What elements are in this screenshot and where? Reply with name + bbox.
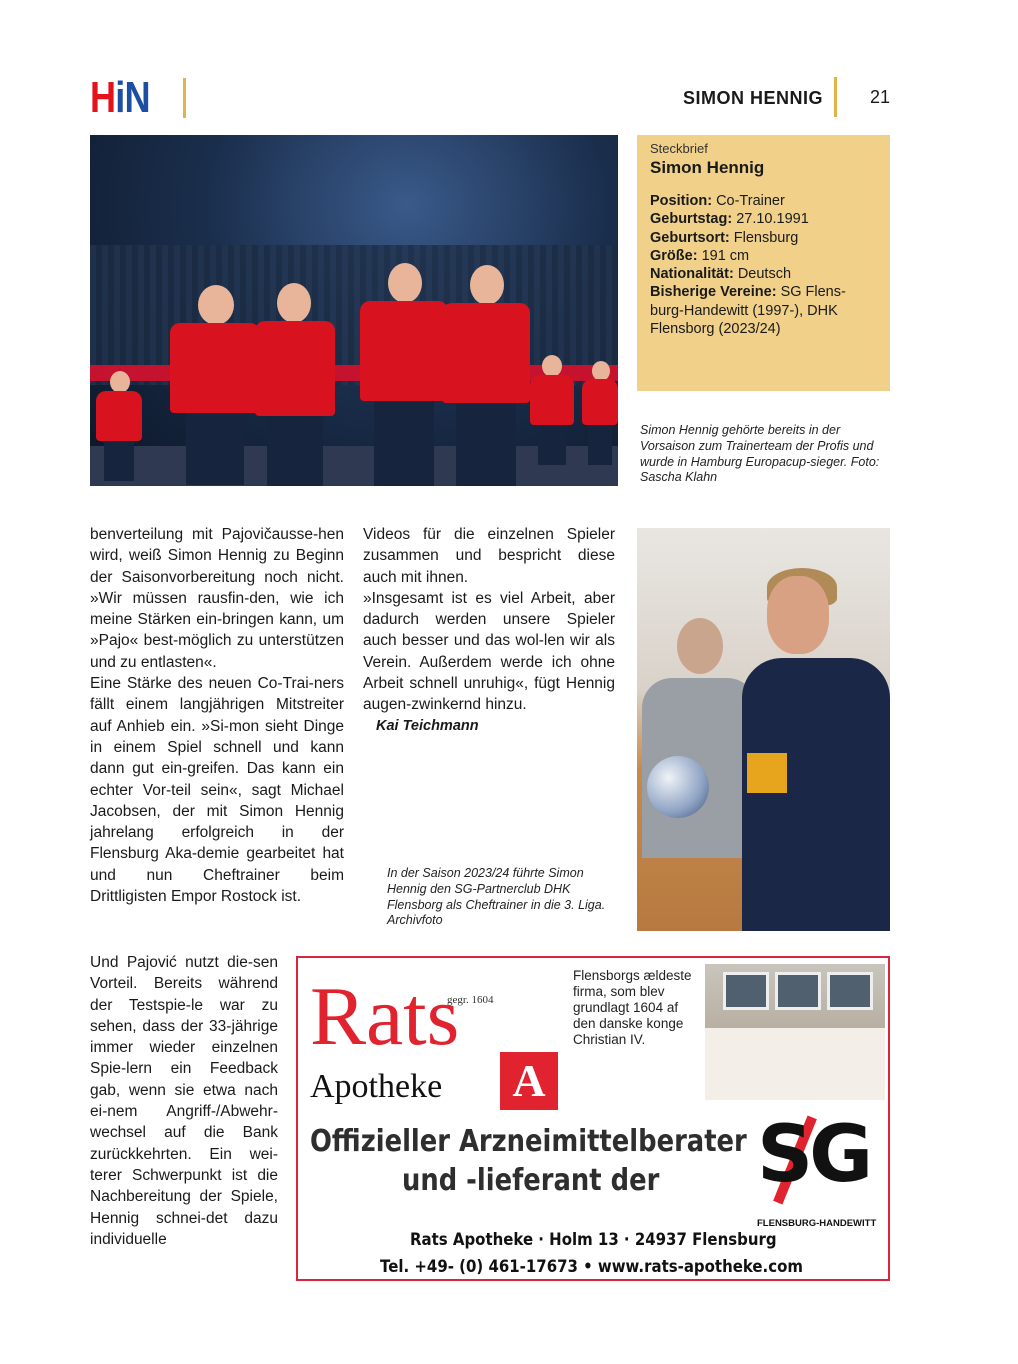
fact-row-nationality: Nationalität: Deutsch bbox=[650, 266, 792, 283]
fact-row-birthday: Geburtstag: 27.10.1991 bbox=[650, 211, 809, 228]
logo-letters-in: iN bbox=[115, 73, 150, 122]
ad-headline-line1: Offizieller Arzneimittelberater bbox=[310, 1124, 747, 1159]
ad-address: Rats Apotheke · Holm 13 · 24937 Flensburg bbox=[410, 1230, 777, 1250]
ad-brand-apotheke: Apotheke bbox=[310, 1068, 443, 1105]
page-number: 21 bbox=[870, 87, 891, 107]
fact-row-position: Position: Co-Trainer bbox=[650, 193, 785, 209]
sg-logo-subtitle: FLENSBURG-HANDEWITT bbox=[757, 1218, 877, 1229]
article-author: Kai Teichmann bbox=[376, 717, 479, 734]
handball-icon bbox=[647, 756, 709, 818]
photo-main-caption: Simon Hennig gehörte bereits in der Vorsaison zum Trainerteam der Profis und wurde in Hamburg Europacup-sieger. Foto: Sascha Klahn bbox=[640, 423, 880, 485]
article-paragraph: Und Pajović nutzt die-sen Vorteil. Bereits während der Testspie-le war zu sehen, dass der 33-jährige immer wieder einzelnen Spie-lern ein Feedback gab, wenn sie etwa nach ei-nem Angriff-/Abwehr-wechsel auf die Bank zurückkehrten. Ein wei-terer Schwerpunkt ist die Nachbereitung der Spiele, Hennig schnei-det dazu individuelle bbox=[90, 954, 278, 1248]
magazine-logo bbox=[90, 73, 150, 122]
celebration-photo bbox=[90, 135, 618, 486]
article-paragraph: benverteilung mit Pajovičausse-hen wird, weiß Simon Hennig zu Beginn der Saisonvorbereitung noch nicht. »Wir müssen rausfin-den, wie ich meine Stärken ein-bringen kann, um »Pajo« best-möglich zu unterstützen und zu entlasten«. bbox=[90, 526, 344, 671]
ad-description: Flensborgs ældeste firma, som blev grundlagt 1604 af den danske konge Christian IV. bbox=[573, 968, 692, 1047]
photo-second-caption: In der Saison 2023/24 führte Simon Hennig den SG-Partnerclub DHK Flensborg als Cheftrainer in die 3. Liga. Archivfoto bbox=[387, 866, 606, 928]
coach-photo bbox=[637, 528, 890, 931]
fact-box-name: Simon Hennig bbox=[650, 158, 765, 177]
ad-contact: Tel. +49- (0) 461-17673 • www.rats-apotheke.com bbox=[380, 1257, 803, 1277]
profile-fact-box bbox=[637, 135, 890, 391]
article-column-1-continued bbox=[90, 952, 278, 1250]
ad-storefront-photo bbox=[705, 964, 885, 1100]
pharmacy-a-icon: A bbox=[500, 1052, 558, 1110]
logo-divider bbox=[183, 78, 186, 118]
fact-box-label: Steckbrief bbox=[650, 141, 708, 156]
article-paragraph: »Insgesamt ist es viel Arbeit, aber dadurch werden unsere Spieler auch besser und das wol-len wir als Verein. Außerdem werde ich ohne Arbeit schnell unruhig«, fügt Hennig augen-zwinkernd hinzu. bbox=[363, 589, 615, 714]
article-column-1 bbox=[90, 524, 344, 907]
fact-row-clubs: Bisherige Vereine: SG Flens-burg-Handewitt (1997-), DHK Flensborg (2023/24) bbox=[650, 284, 846, 338]
article-paragraph: Videos für die einzelnen Spieler zusammen und bespricht diese auch mit ihnen. bbox=[363, 526, 615, 586]
ad-founded-label: gegr. 1604 bbox=[447, 994, 494, 1006]
article-paragraph: Eine Stärke des neuen Co-Trai-ners fällt einem langjährigen Mitstreiter auf Anhieb ein. »Si-mon sieht Dinge in einem Spiel schnell und kann dann gut ein-greifen. Das kann ein echter Vor-teil sein«, sagt Michael Jacobsen, der mit Simon Hennig jahrelang erfolgreich in der Flensburg Aka-demie gearbeitet hat und nun Cheftrainer beim Drittligisten Empor Rostock ist. bbox=[90, 675, 344, 906]
sg-logo: SG bbox=[757, 1110, 870, 1200]
article-column-2 bbox=[363, 524, 615, 737]
ad-headline-line2: und -lieferant der bbox=[402, 1163, 660, 1198]
fact-row-height: Größe: 191 cm bbox=[650, 247, 750, 264]
section-title: SIMON HENNIG bbox=[682, 88, 823, 108]
header-divider bbox=[834, 77, 837, 117]
logo-letter-h: H bbox=[90, 73, 116, 122]
ad-brand-rats: Rats bbox=[310, 970, 460, 1063]
fact-row-birthplace: Geburtsort: Flensburg bbox=[650, 229, 799, 246]
